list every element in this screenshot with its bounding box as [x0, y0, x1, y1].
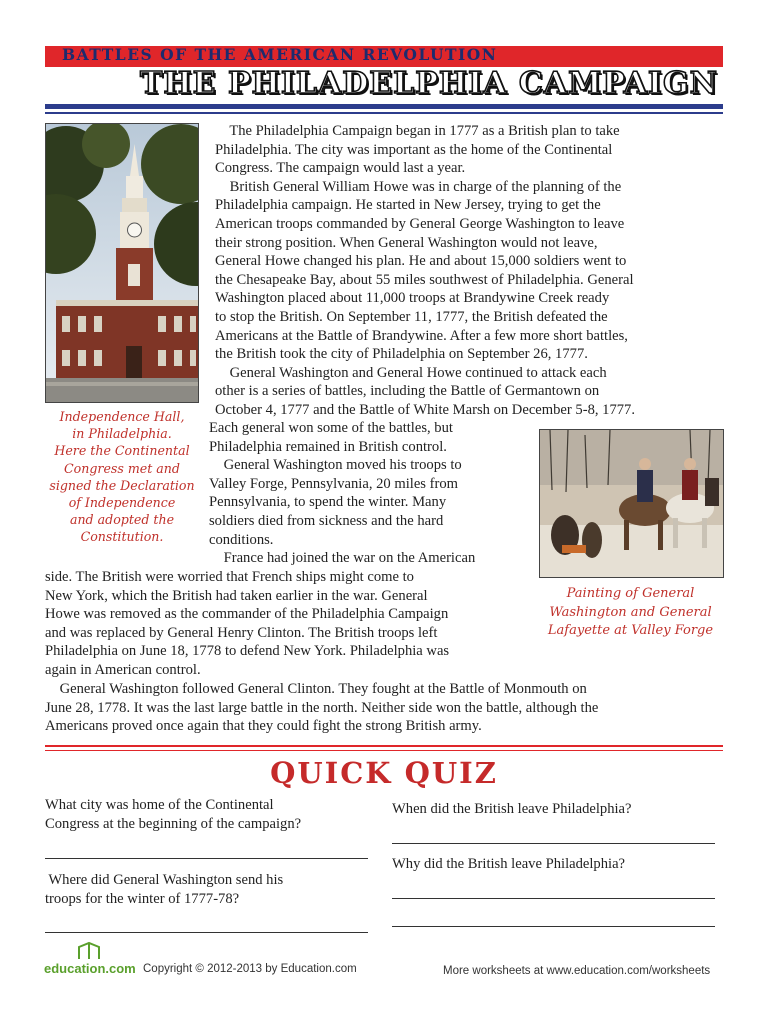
- caption-line: Constitution.: [80, 529, 164, 545]
- copyright-text: Copyright © 2012-2013 by Education.com: [143, 963, 357, 975]
- quiz-divider: [45, 745, 723, 747]
- quiz-question-1: What city was home of the Continental Congress at the beginning of the campaign?: [45, 797, 302, 832]
- caption-line: and adopted the: [69, 512, 175, 528]
- independence-hall-photo: [45, 123, 199, 403]
- caption-line: Here the Continental: [54, 443, 190, 459]
- logo-mark-icon: [76, 941, 102, 961]
- quiz-title: QUICK QUIZ: [270, 756, 498, 790]
- quiz-divider-thin: [45, 750, 723, 751]
- education-logo[interactable]: [44, 941, 136, 977]
- more-worksheets-link[interactable]: More worksheets at www.education.com/worksheets: [443, 965, 711, 977]
- caption-line: Painting of General: [566, 586, 695, 601]
- article-paragraphs-bottom: General Washington followed General Clinton. They fought at the Battle of Monmouth on June 28, 1778. It was the last large battle in the north. Neither side won the battle, although the Americans proved once again that they could fight the strong British army.: [45, 681, 599, 735]
- caption-line: of Independence: [68, 495, 176, 511]
- caption-line: Lafayette at Valley Forge: [547, 623, 714, 638]
- answer-line-1[interactable]: [45, 858, 368, 859]
- independence-hall-caption: [42, 408, 202, 546]
- logo-text: education.com: [44, 961, 136, 976]
- answer-line-2[interactable]: [45, 932, 368, 933]
- quiz-question-3: When did the British leave Philadelphia?: [392, 801, 632, 817]
- article-paragraphs-lower: side. The British were worried that French ships might come to New York, which the British had taken earlier in the war. General Howe was removed as the commander of the Philadelphia Campaign and was replaced by General Henry Clinton. The British troops left Philadelphia on June 18, 1778 to defend New York. Philadelphia was again in American control.: [45, 569, 450, 678]
- article-paragraphs-top: The Philadelphia Campaign began in 1777 as a British plan to take Philadelphia. The city was important as the home of the Continental Congress. The campaign would last a year. British General William Howe was in charge of the planning of the Philadelphia campaign. He started in New Jersey, trying to get the American troops commanded by General George Washington to leave their strong position. When General Washington would not leave, General Howe changed his plan. He and about 15,000 soldiers went to the Chesapeake Bay, about 55 miles southwest of Philadelphia. General Washington placed about 11,000 troops at Brandywine Creek ready to stop the British. On September 11, 1777, the British defeated the Americans at the Battle of Brandywine. After a few more short battles, the British took the city of Philadelphia on September 26, 1777. General Washington and General Howe continued to attack each other is a series of battles, including the Battle of Germantown on October 4, 1777 and the Battle of White Marsh on December 5-8, 1777.: [215, 123, 635, 418]
- header-blue-rule-thin: [45, 112, 723, 114]
- answer-line-4[interactable]: [392, 898, 715, 899]
- page-title: THE PHILADELPHIA CAMPAIGN: [140, 66, 719, 101]
- caption-line: in Philadelphia.: [72, 426, 172, 442]
- header-blue-rule: [45, 104, 723, 109]
- quiz-question-4: Why did the British leave Philadelphia?: [392, 856, 626, 872]
- answer-line-5[interactable]: [392, 926, 715, 927]
- caption-line: signed the Declaration: [49, 477, 195, 493]
- caption-line: Independence Hall,: [59, 409, 185, 424]
- caption-line: Congress met and: [64, 460, 180, 476]
- caption-line: Washington and General: [549, 604, 712, 620]
- valley-forge-painting: [539, 429, 724, 578]
- quiz-question-2: Where did General Washington send his troops for the winter of 1777-78?: [45, 872, 284, 907]
- series-title: BATTLES OF THE AMERICAN REVOLUTION: [62, 45, 498, 64]
- valley-forge-caption: [538, 585, 723, 641]
- article-paragraphs-middle: Each general won some of the battles, but Philadelphia remained in British control. General Washington moved his troops to Valley Forge, Pennsylvania, 20 miles from Pennsylvania, to spend the winter. Many soldiers died from sickness and the hard conditions. France had joined the war on the American: [209, 420, 476, 567]
- answer-line-3[interactable]: [392, 843, 715, 844]
